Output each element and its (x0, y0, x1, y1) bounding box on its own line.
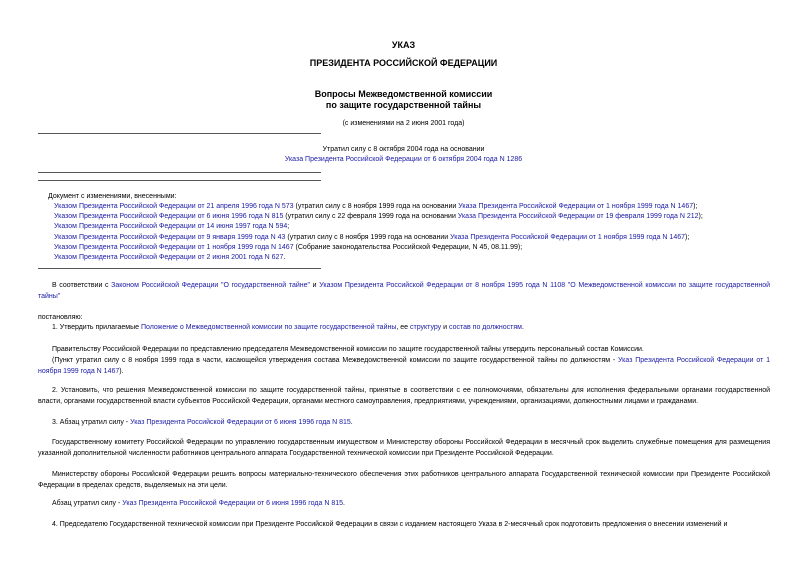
item-text: и (441, 324, 449, 331)
amendment-text: (Собрание законодательства Российской Федерации, N 45, 08.11.99); (293, 244, 523, 251)
amendment-item (54, 222, 289, 232)
amendment-link[interactable]: Указом Президента Российской Федерации от 6 июня 1996 года N 815 (54, 213, 284, 220)
amended-note: (с изменениями на 2 июня 2001 года) (342, 120, 465, 127)
defense-paragraph: Министерству обороны Российской Федерации решить вопросы материально-технического обеспечения этих работников центрального аппарата Государственной технической комиссии при Президенте Российской Федерации в пределах средств, выделяемых на эти цели. (38, 471, 770, 489)
law-link[interactable]: Законом Российской Федерации "О государственной тайне" (111, 282, 311, 289)
amendment-basis-link[interactable]: Указа Президента Российской Федерации от 1 ноября 1999 года N 1467 (450, 234, 685, 241)
issuer-title: ПРЕЗИДЕНТА РОССИЙСКОЙ ФЕДЕРАЦИИ (309, 58, 498, 68)
amendment-end: ); (698, 213, 703, 220)
amendment-item (54, 233, 689, 243)
amendment-basis-link[interactable]: Указа Президента Российской Федерации от 19 февраля 1999 года N 212 (457, 213, 699, 220)
amendment-text: (утратил силу с 8 ноября 1999 года на основании (293, 203, 459, 210)
amendment-end: ; (287, 223, 290, 230)
item-text: , ее (396, 324, 410, 331)
item-text: Абзац утратил силу - (52, 500, 123, 507)
item-text: . (350, 419, 353, 426)
item-3-paragraph (38, 418, 770, 429)
premises-paragraph: Государственному комитету Российской Федерации по управлению государственным имуществом и Министерству обороны Российской Федерации в месячный срок выделить служебные помещения для размещения указанной дополнительной численности работников центрального аппарата Государственной технической комиссии при Президенте Российской Федерации. (38, 439, 770, 457)
decree-word: постановляю: (38, 314, 83, 321)
divider (38, 180, 321, 181)
decree-1467-link[interactable]: Указ Президента Российской Федерации от 1 ноября 1999 года N 1467 (38, 357, 770, 375)
item-text: 1. Утвердить прилагаемые (52, 324, 141, 331)
decree-815-link[interactable]: Указ Президента Российской Федерации от 6 июня 1996 года N 815 (130, 419, 351, 426)
divider (38, 133, 321, 134)
item-text: . (521, 324, 524, 331)
divider (38, 172, 321, 173)
decree-815-link[interactable]: Указ Президента Российской Федерации от 6 июня 1996 года N 815 (122, 500, 343, 507)
repeal-text: (Пункт утратил силу с 8 ноября 1999 года в части, касающейся утверждения состава Межведомственной комиссии по защите государственной тайны по должностям - (52, 357, 619, 364)
government-paragraph: Правительству Российской Федерации по представлению председателя Межведомственной комиссии по защите государственной тайны утвердить персональный состав Комиссии. (52, 346, 644, 353)
repeal-text: ). (119, 367, 124, 375)
subject-line-1: Вопросы Межведомственной комиссии (314, 89, 493, 99)
amendment-link[interactable]: Указом Президента Российской Федерации от 1 ноября 1999 года N 1467 (54, 244, 294, 251)
repeal-note-paragraph (38, 356, 770, 377)
item-text: 3. Абзац утратил силу - (52, 419, 131, 426)
expired-link-row (0, 155, 807, 165)
composition-link[interactable]: состав по должностям (449, 324, 522, 331)
amendment-item (54, 212, 703, 222)
decree-1108-link[interactable]: Указом Президента Российской Федерации от 8 ноября 1995 года N 1108 "О Межведомственной комиссии по защите государственной тайны" (38, 282, 770, 300)
amendment-item (54, 202, 697, 212)
amendment-end: . (283, 254, 286, 261)
regulation-link[interactable]: Положение о Межведомственной комиссии по защите государственной тайны (140, 324, 397, 331)
amendment-link[interactable]: Указом Президента Российской Федерации от 2 июня 2001 года N 627 (54, 254, 284, 261)
amendment-end: ); (693, 203, 698, 210)
amendment-link[interactable]: Указом Президента Российской Федерации от 9 января 1999 года N 43 (54, 234, 286, 241)
expired-decree-link[interactable]: Указа Президента Российской Федерации от 6 октября 2004 года N 1286 (284, 156, 523, 163)
doc-type-title: УКАЗ (391, 40, 416, 50)
amendment-end: ); (685, 234, 690, 241)
amendment-text: (утратил силу с 8 ноября 1999 года на основании (285, 234, 451, 241)
amendment-text: (утратил силу с 22 февраля 1999 года на основании (283, 213, 458, 220)
preamble-text: и (310, 282, 320, 289)
preamble-text: В соответствии с (52, 282, 112, 289)
amendments-intro: Документ с изменениями, внесенными: (48, 193, 177, 200)
item-2-paragraph: 2. Установить, что решения Межведомственной комиссии по защите государственной тайны, принятые в соответствии с ее полномочиями, обязательны для исполнения федеральными органами государственной власти, органами государственной власти субъектов Российской Федерации, органами местного самоуправления, предприятиями, учреждениями, организациями, должностными лицами и гражданами. (38, 387, 770, 405)
structure-link[interactable]: структуру (410, 324, 442, 331)
repealed-paragraph (38, 499, 770, 510)
amendment-item (54, 243, 522, 253)
amendment-link[interactable]: Указом Президента Российской Федерации от 14 июня 1997 года N 594 (54, 223, 288, 230)
item-text: . (343, 500, 345, 507)
item-1-paragraph (38, 323, 770, 334)
subject-line-2: по защите государственной тайны (325, 100, 482, 110)
divider (38, 268, 321, 269)
expired-note: Утратил силу с 8 октября 2004 года на основании (322, 146, 485, 153)
preamble-paragraph (38, 281, 770, 302)
amendment-item (54, 253, 285, 263)
item-4-paragraph: 4. Председателю Государственной технической комиссии при Президенте Российской Федерации в связи с изданием настоящего Указа в 2-месячный срок подготовить предложения о внесении изменений и (52, 521, 728, 528)
amendment-basis-link[interactable]: Указа Президента Российской Федерации от 1 ноября 1999 года N 1467 (458, 203, 694, 210)
amendment-link[interactable]: Указом Президента Российской Федерации от 21 апреля 1996 года N 573 (54, 203, 294, 210)
